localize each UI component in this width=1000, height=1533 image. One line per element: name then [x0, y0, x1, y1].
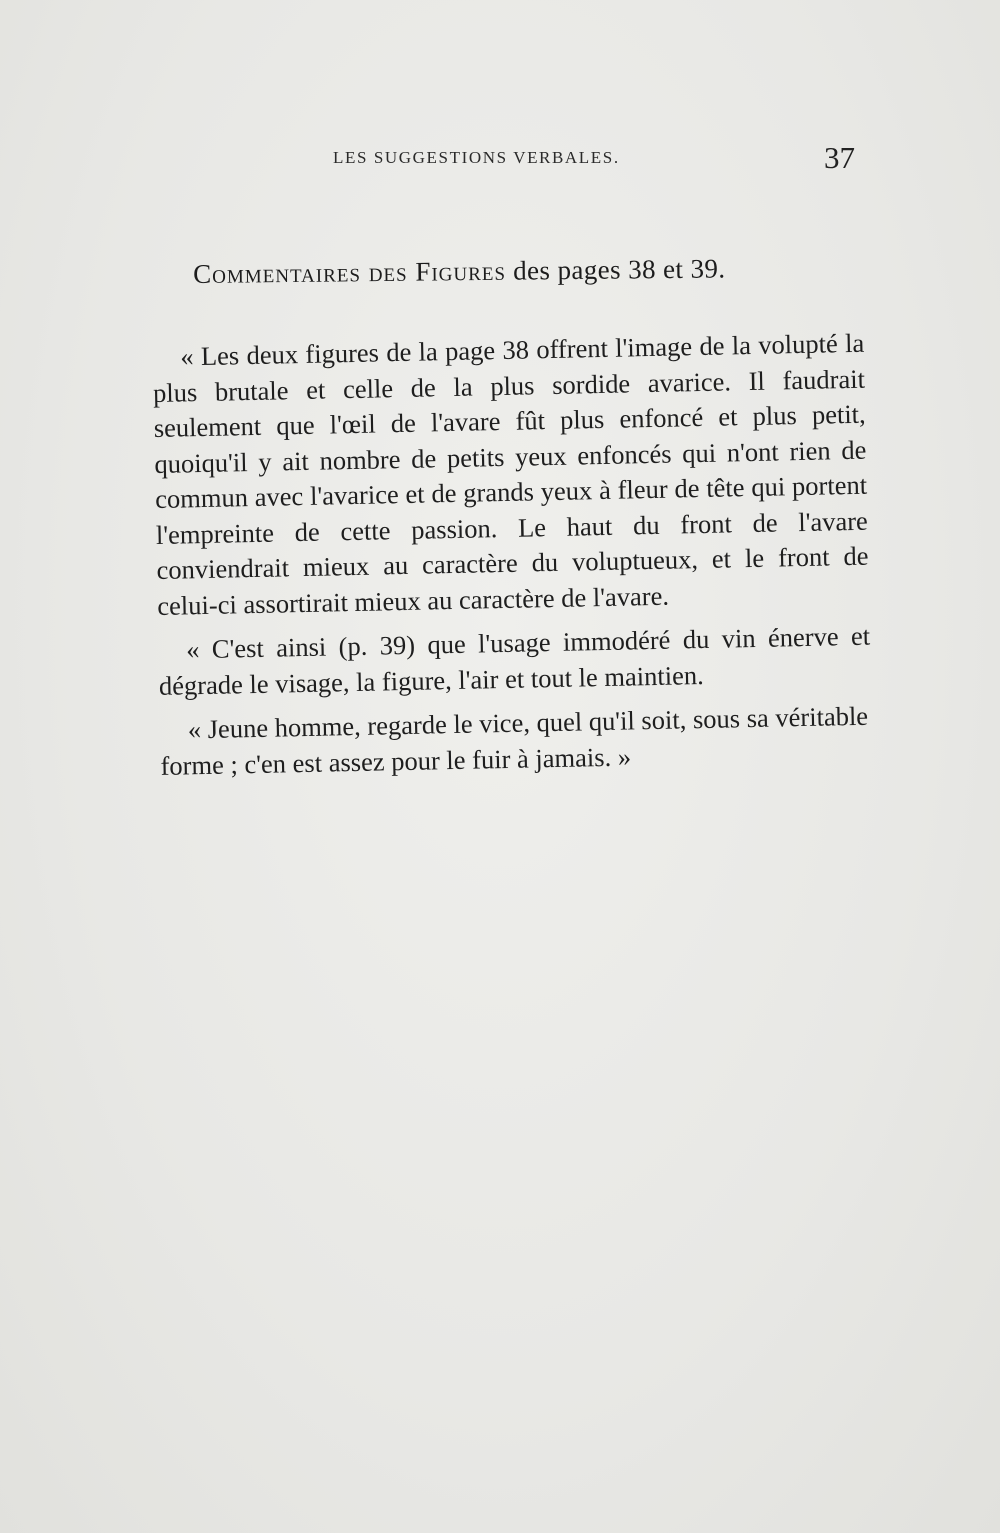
- heading-small-caps: Commentaires des Figures: [193, 255, 507, 289]
- paragraph-2: « C'est ainsi (p. 39) que l'usage immodéré du vin énerve et dégrade le visage, la figure, l'air et tout le maintien.: [158, 620, 871, 701]
- heading-rest: des pages 38 et 39.: [505, 253, 726, 286]
- page-number: 37: [824, 140, 855, 175]
- paragraph-3: « Jeune homme, regarde le vice, quel qu'il soit, sous sa véritable forme ; c'en est assez pour le fuir à jamais. »: [160, 700, 869, 781]
- running-head: LES SUGGESTIONS VERBALES.: [333, 148, 620, 167]
- body-text: [152, 326, 873, 793]
- paragraph-1: « Les deux figures de la page 38 offrent l'image de la volupté la plus brutale et celle de la plus sordide avarice. Il faudrait seulement que l'œil de l'avare fût plus enfoncé et plus petit, quoiqu'il y ait nombre de petits yeux enfoncés qui n'ont rien de commun avec l'avarice et de grands yeux à fleur de tête qui portent l'empreinte de cette passion. Le haut du front de l'avare conviendrait mieux au caractère du voluptueux, et le front de celui-ci assortirait mieux au caractère de l'avare.: [152, 327, 869, 621]
- section-heading: [193, 252, 833, 290]
